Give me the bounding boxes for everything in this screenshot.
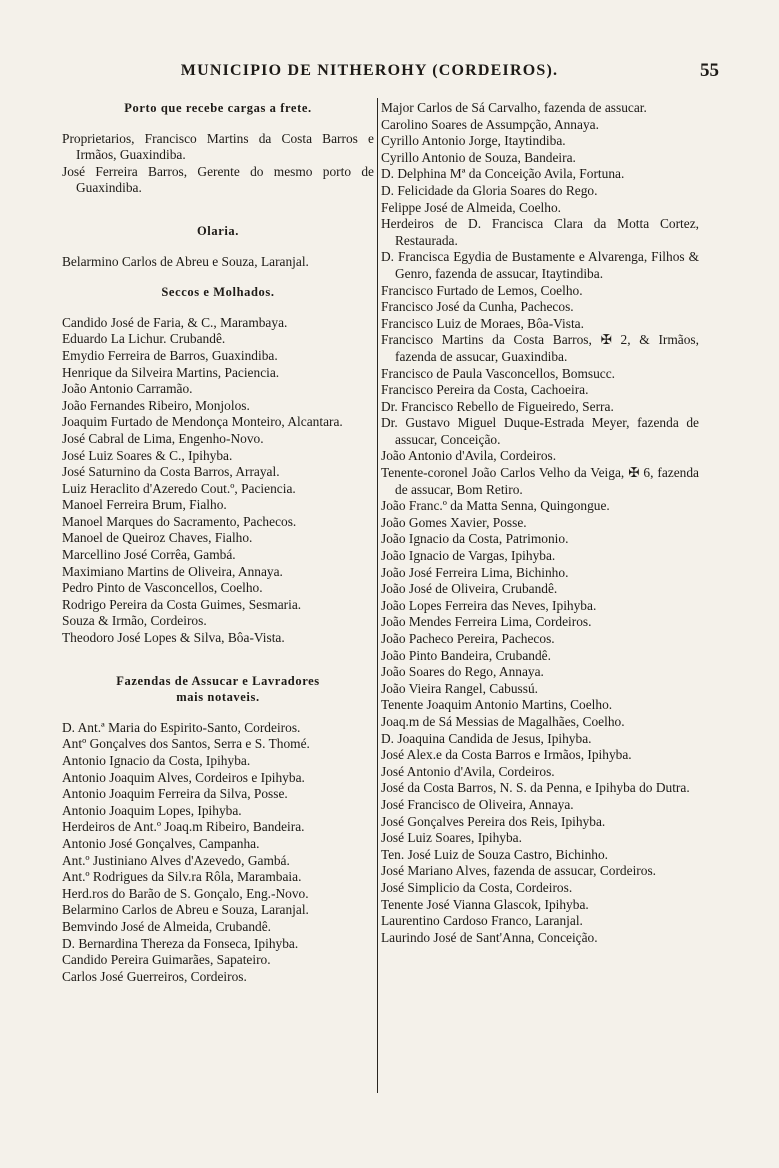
list-item: Antonio Ignacio da Costa, Ipihyba. — [62, 753, 251, 768]
list-item: D. Ant.ª Maria do Espirito-Santo, Cordeiros. — [62, 719, 301, 735]
list-item: João Gomes Xavier, Posse. — [381, 514, 527, 530]
list-item: José Alex.e da Costa Barros e Irmãos, Ipihyba. — [381, 747, 632, 763]
column-divider — [377, 98, 378, 1093]
list-item: José Ferreira Barros, Gerente do mesmo porto de Guaxindiba. — [62, 163, 374, 196]
right-column — [381, 100, 699, 946]
list-item: Candido José de Faria, & C., Marambaya. — [62, 314, 288, 330]
list-item: Antonio Joaquim Alves, Cordeiros e Ipihyba. — [62, 769, 305, 785]
list-item: Herdeiros de D. Francisca Clara da Motta Cortez, Restaurada. — [381, 216, 699, 248]
list-item: Ant.º Justiniano Alves d'Azevedo, Gambá. — [62, 852, 290, 868]
section-fazendas — [62, 720, 374, 986]
list-item: José Simplicio da Costa, Cordeiros. — [381, 879, 573, 895]
section-porto — [62, 131, 374, 197]
list-item: João Vieira Rangel, Cabussú. — [381, 680, 539, 696]
page-header — [60, 60, 719, 90]
list-item: Tenente José Vianna Glascok, Ipihyba. — [381, 896, 589, 912]
list-item: Ten. José Luiz de Souza Castro, Bichinho. — [381, 846, 609, 862]
list-item: José Mariano Alves, fazenda de assucar, Cordeiros. — [381, 863, 656, 879]
list-item: Manoel de Queiroz Chaves, Fialho. — [62, 530, 253, 546]
list-item: José Antonio d'Avila, Cordeiros. — [381, 763, 555, 779]
list-item: Joaq.m de Sá Messias de Magalhães, Coelho. — [381, 713, 625, 729]
list-item: Marcellino José Corrêa, Gambá. — [62, 547, 236, 563]
list-item: João Pinto Bandeira, Crubandê. — [381, 647, 551, 663]
list-item: Francisco de Paula Vasconcellos, Bomsucc. — [381, 365, 616, 381]
list-item: Francisco Luiz de Moraes, Bôa-Vista. — [381, 315, 584, 331]
list-item: Rodrigo Pereira da Costa Guimes, Sesmaria. — [62, 596, 302, 612]
list-item: José Saturnino da Costa Barros, Arrayal. — [62, 464, 280, 480]
page-title: MUNICIPIO DE NITHEROHY (CORDEIROS). — [180, 62, 559, 79]
section-seccos — [62, 315, 374, 647]
list-item: João Mendes Ferreira Lima, Cordeiros. — [381, 614, 592, 630]
list-item: Laurentino Cardoso Franco, Laranjal. — [381, 913, 583, 929]
left-column — [62, 100, 374, 985]
list-item: Joaquim Furtado de Mendonça Monteiro, Alcantara. — [62, 414, 343, 430]
list-item: Laurindo José de Sant'Anna, Conceição. — [381, 929, 598, 945]
list-item: Antonio José Gonçalves, Campanha. — [62, 835, 260, 851]
section-heading-fazendas — [62, 673, 374, 706]
list-item: João Pacheco Pereira, Pachecos. — [381, 631, 555, 646]
list-item: Francisco José da Cunha, Pachecos. — [381, 299, 574, 315]
list-item: Luiz Heraclito d'Azeredo Cout.º, Paciencia. — [62, 480, 296, 496]
list-item: José Cabral de Lima, Engenho-Novo. — [62, 430, 264, 446]
list-item: Maximiano Martins de Oliveira, Annaya. — [62, 563, 283, 579]
list-item: Proprietarios, Francisco Martins da Costa Barros e Irmãos, Guaxindiba. — [62, 130, 374, 163]
list-item: Dr. Gustavo Miguel Duque-Estrada Meyer, fazenda de assucar, Conceição. — [381, 415, 699, 447]
list-item: D. Felicidade da Gloria Soares do Rego. — [381, 182, 598, 198]
list-item: Belarmino Carlos de Abreu e Souza, Laranjal. — [62, 253, 309, 269]
list-item: Pedro Pinto de Vasconcellos, Coelho. — [62, 580, 263, 596]
list-item: José Luiz Soares & C., Ipihyba. — [62, 447, 233, 463]
list-item: Henrique da Silveira Martins, Paciencia. — [62, 364, 280, 380]
section-heading-olaria: Olaria. — [196, 223, 240, 238]
list-item: Francisco Martins da Costa Barros, ✠ 2, & Irmãos, fazenda de assucar, Guaxindiba. — [381, 332, 699, 364]
list-item: Felippe José de Almeida, Coelho. — [381, 199, 562, 215]
list-item: Manoel Ferreira Brum, Fialho. — [62, 497, 227, 513]
list-item: Antonio Joaquim Ferreira da Silva, Posse. — [62, 786, 288, 802]
list-item: Francisco Pereira da Costa, Cachoeira. — [381, 382, 589, 398]
list-item: Major Carlos de Sá Carvalho, fazenda de assucar. — [381, 100, 647, 115]
list-item: Eduardo La Lichur. Crubandê. — [62, 331, 226, 347]
list-item: João Soares do Rego, Annaya. — [381, 664, 544, 680]
list-item: João José Ferreira Lima, Bichinho. — [381, 564, 569, 580]
list-item: Antº Gonçalves dos Santos, Serra e S. Thomé. — [62, 736, 310, 752]
list-item: Emydio Ferreira de Barros, Guaxindiba. — [62, 347, 278, 363]
list-item: Carlos José Guerreiros, Cordeiros. — [62, 968, 247, 984]
list-item: Herdeiros de Ant.º Joaq.m Ribeiro, Bandeira. — [62, 819, 305, 835]
list-item: José Luiz Soares, Ipihyba. — [381, 830, 522, 846]
section-olaria — [62, 254, 374, 271]
list-item: Souza & Irmão, Cordeiros. — [62, 613, 207, 629]
list-item: João Lopes Ferreira das Neves, Ipihyba. — [381, 597, 597, 613]
list-item: Cyrillo Antonio de Souza, Bandeira. — [381, 149, 576, 165]
list-item: Theodoro José Lopes & Silva, Bôa-Vista. — [62, 630, 285, 646]
list-item: João José de Oliveira, Crubandê. — [381, 581, 558, 597]
list-item: João Antonio d'Avila, Cordeiros. — [381, 448, 557, 464]
list-item: João Fernandes Ribeiro, Monjolos. — [62, 397, 250, 413]
list-item: Herd.ros do Barão de S. Gonçalo, Eng.-Novo. — [62, 885, 309, 901]
list-item: D. Francisca Egydia de Bustamente e Alvarenga, Filhos & Genro, fazenda de assucar, Itaytindiba. — [381, 249, 699, 281]
list-item: Carolino Soares de Assumpção, Annaya. — [381, 116, 599, 132]
list-item: D. Delphina Mª da Conceição Avila, Fortuna. — [381, 166, 625, 182]
section-heading-porto: Porto que recebe cargas a frete. — [124, 101, 312, 115]
list-item: José da Costa Barros, N. S. da Penna, e Ipihyba do Dutra. — [381, 780, 690, 796]
list-item: Candido Pereira Guimarães, Sapateiro. — [62, 952, 271, 968]
page-number: 55 — [700, 60, 719, 81]
list-item: Tenente Joaquim Antonio Martins, Coelho. — [381, 697, 613, 713]
list-item: Manoel Marques do Sacramento, Pachecos. — [62, 513, 297, 529]
section-heading-fazendas-line2: mais notaveis. — [176, 690, 260, 705]
list-item: José Gonçalves Pereira dos Reis, Ipihyba. — [381, 813, 606, 829]
list-item: Cyrillo Antonio Jorge, Itaytindiba. — [381, 133, 566, 149]
list-item: José Francisco de Oliveira, Annaya. — [381, 796, 574, 812]
list-item: João Franc.º da Matta Senna, Quingongue. — [381, 498, 610, 514]
list-item: Dr. Francisco Rebello de Figueiredo, Serra. — [381, 398, 614, 414]
list-item: João Antonio Carramão. — [62, 381, 193, 397]
list-item: D. Joaquina Candida de Jesus, Ipihyba. — [381, 730, 592, 746]
section-heading-fazendas-line1: Fazendas de Assucar e Lavradores — [116, 673, 320, 688]
list-item: Francisco Furtado de Lemos, Coelho. — [381, 282, 583, 298]
list-item: João Ignacio de Vargas, Ipihyba. — [381, 548, 556, 564]
list-item: Bemvindo José de Almeida, Crubandê. — [62, 918, 272, 934]
list-item: Belarmino Carlos de Abreu e Souza, Laranjal. — [62, 902, 309, 918]
list-item: João Ignacio da Costa, Patrimonio. — [381, 531, 569, 547]
list-item: Antonio Joaquim Lopes, Ipihyba. — [62, 802, 242, 818]
list-item: Tenente-coronel João Carlos Velho da Veiga, ✠ 6, fazenda de assucar, Bom Retiro. — [381, 465, 699, 497]
section-heading-seccos: Seccos e Molhados. — [161, 285, 275, 300]
list-item: Ant.º Rodrigues da Silv.ra Rôla, Marambaia. — [62, 869, 302, 885]
list-item: D. Bernardina Thereza da Fonseca, Ipihyba. — [62, 935, 299, 951]
